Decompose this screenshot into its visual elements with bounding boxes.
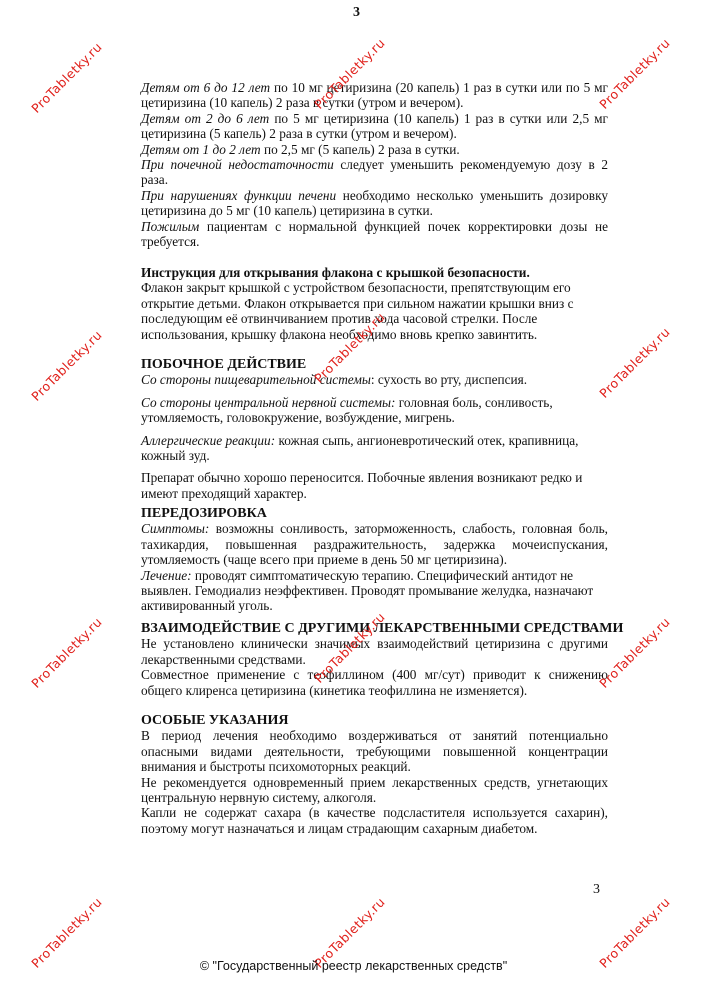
- special-section: [141, 713, 608, 836]
- overdose-item: Симптомы: возможны сонливость, заторможенность, слабость, головная боль, тахикардия, повышенная раздражительность, задержка мочеиспускания, утомляемость (чаще всего при приеме в день 50 мг цетиризина).: [141, 521, 608, 568]
- dosage-paragraph: Детям от 2 до 6 лет по 5 мг цетиризина (10 капель) 1 раз в сутки или 2,5 мг цетиризина (5 капель) 2 раза в сутки (утром и вечером).: [141, 110, 609, 142]
- watermark: ProTabletky.ru: [28, 614, 105, 691]
- watermark: ProTabletky.ru: [596, 614, 673, 691]
- overdose-section: [141, 506, 608, 614]
- dosage-paragraph: Детям от 6 до 12 лет по 10 мг цетиризина (20 капель) 1 раз в сутки или по 5 мг цетиризина (10 капель) 2 раза в сутки (утром и вечером).: [141, 80, 608, 111]
- special-item: Не рекомендуется одновременный прием лекарственных средств, угнетающих центральную нервную систему, алкоголя.: [141, 774, 608, 806]
- special-item: Капли не содержат сахара (в качестве подсластителя используется сахарин), поэтому могут назначаться и лицам страдающим сахарным диабетом.: [141, 805, 608, 836]
- section-heading: ПОБОЧНОЕ ДЕЙСТВИЕ: [141, 357, 307, 372]
- page-number-bottom: 3: [593, 882, 600, 897]
- dosage-paragraph: При нарушениях функции печени необходимо несколько уменьшить дозировку цетиризина до 5 мг (10 капель) цетиризина в сутки.: [141, 187, 608, 219]
- section-heading: ПЕРЕДОЗИРОВКА: [141, 506, 267, 521]
- watermark: ProTabletky.ru: [311, 309, 388, 386]
- page-number-top: 3: [353, 5, 360, 20]
- dosage-section: [141, 80, 608, 249]
- watermark: ProTabletky.ru: [596, 324, 673, 401]
- watermark: ProTabletky.ru: [28, 39, 105, 116]
- footer-copyright: © "Государственный реестр лекарственных средств": [199, 959, 508, 973]
- dosage-paragraph: Детям от 1 до 2 лет по 2,5 мг (5 капель) 2 раза в сутки.: [141, 141, 460, 157]
- instruction-text: Флакон закрыт крышкой с устройством безопасности, препятствующим его открытие детьми. Флакон открывается при сильном нажатии крышки вниз с последующим её отвинчиванием против хода часовой стрелки. После использования, крышку флакона необходимо вновь крепко завинтить.: [141, 280, 574, 342]
- side-effect-item: Со стороны пищеварительной системы: сухость во рту, диспепсия.: [141, 372, 528, 388]
- interaction-item: Не установлено клинически значимых взаимодействий цетиризина с другими лекарственными средствами.: [141, 636, 608, 667]
- dosage-paragraph: При почечной недостаточности следует уменьшить рекомендуемую дозу в 2 раза.: [141, 157, 608, 188]
- watermark: ProTabletky.ru: [311, 609, 388, 686]
- interaction-item: Совместное применение с теофиллином (400 мг/сут) приводит к снижению общего клиренса цетиризина (кинетика теофиллина не изменяется).: [141, 667, 608, 698]
- overdose-item: Лечение: проводят симптоматическую терапию. Специфический антидот не выявлен. Гемодиализ неэффективен. Проводят промывание желудка, назначают активированный уголь.: [141, 567, 594, 614]
- watermark: ProTabletky.ru: [311, 35, 388, 112]
- side-effect-item: Со стороны центральной нервной системы: головная боль, сонливость, утомляемость, головокружение, возбуждение, мигрень.: [141, 394, 553, 426]
- section-heading: ОСОБЫЕ УКАЗАНИЯ: [141, 713, 289, 728]
- section-heading: ВЗАИМОДЕЙСТВИЕ С ДРУГИМИ ЛЕКАРСТВЕННЫМИ СРЕДСТВАМИ: [141, 621, 624, 636]
- watermark: ProTabletky.ru: [28, 327, 105, 404]
- watermark: ProTabletky.ru: [596, 894, 673, 971]
- special-item: В период лечения необходимо воздерживаться от занятий потенциально опасными видами деятельности, требующими повышенной концентрации внимания и быстроты психомоторных реакций.: [141, 728, 608, 775]
- side-effect-item: Аллергические реакции: кожная сыпь, ангионевротический отек, крапивница, кожный зуд.: [141, 432, 579, 464]
- side-effects-section: [141, 357, 608, 501]
- section-heading: Инструкция для открывания флакона с крышкой безопасности.: [141, 265, 530, 280]
- watermark: ProTabletky.ru: [596, 35, 673, 112]
- dosage-paragraph: Пожилым пациентам с нормальной функцией почек корректировки дозы не требуется.: [141, 218, 608, 250]
- side-effect-item: Препарат обычно хорошо переносится. Побочные явления возникают редко и имеют преходящий характер.: [141, 470, 583, 501]
- watermark: ProTabletky.ru: [311, 894, 388, 971]
- watermark: ProTabletky.ru: [28, 894, 105, 971]
